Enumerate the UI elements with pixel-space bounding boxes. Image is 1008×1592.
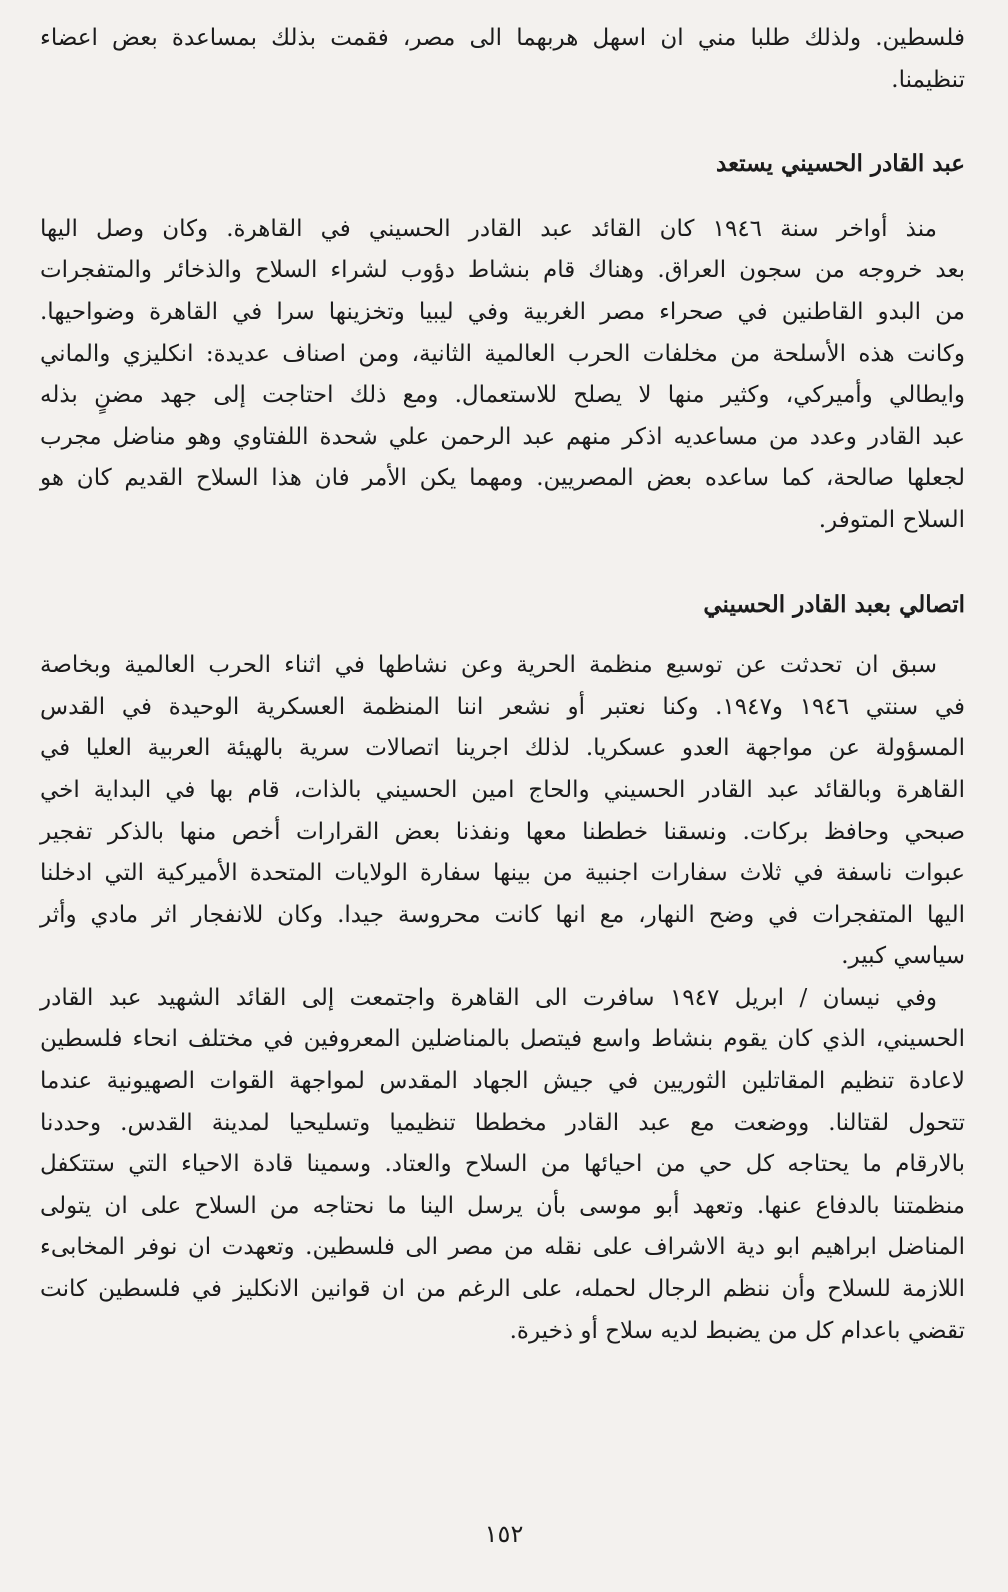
text-line: تقضي باعدام كل من يضبط لديه سلاح أو ذخيرة. [509,1317,965,1344]
text-line: فلسطين. ولذلك طلبا مني ان اسهل هربهما الى مصر، فقمت بذلك بمساعدة بعض اعضاء [40,25,965,51]
text-line: تنظيمنا. [891,66,965,93]
intro-paragraph [40,18,965,101]
text-line: من البدو القاطنين في صحراء مصر الغربية وفي ليبيا وتخزينها سرا في القاهرة وضواحيها. [40,298,965,325]
text-line: منظمتنا بالدفاع عنها. وتعهد أبو موسى بأن يرسل الينا ما نحتاجه من السلاح على ان يتولى [40,1192,965,1219]
section2-paragraph-2 [40,978,965,1352]
text-line: اللازمة للسلاح وأن ننظم الرجال لحمله، على الرغم من ان قوانين الانكليز في فلسطين كانت [40,1276,965,1303]
text-line: في سنتي ١٩٤٦ و١٩٤٧. وكنا نعتبر أو نشعر اننا المنظمة العسكرية الوحيدة في القدس [40,693,965,720]
text-line: الحسيني، الذي كان يقوم بنشاط واسع فيتصل بالمناضلين المعروفين في مختلف انحاء فلسطين [40,1026,965,1053]
text-line: لجعلها صالحة، كما ساعده بعض المصريين. ومهما يكن الأمر فان هذا السلاح القديم كان هو [40,465,965,492]
text-line: بالارقام ما يحتاجه كل حي من احيائها من السلاح والعتاد. وسمينا قادة الاحياء التي ستتكفل [40,1151,965,1178]
text-line: القاهرة وبالقائد عبد القادر الحسيني والحاج امين الحسيني بالذات، قام بها في البداية اخي [40,776,965,803]
text-line: سبق ان تحدثت عن توسيع منظمة الحرية وعن نشاطها في اثناء الحرب العالمية وبخاصة [40,652,937,679]
text-line: وايطالي وأميركي، وكثير منها لا يصلح للاستعمال. ومع ذلك احتاجت إلى جهد مضنٍ بذله [40,382,965,409]
text-line: عبوات ناسفة في ثلاث سفارات اجنبية من بينها سفارة الولايات المتحدة الأميركية التي ادخلنا [40,860,965,887]
section-heading: اتصالي بعبد القادر الحسيني [703,590,965,618]
text-line: سياسي كبير. [841,943,965,970]
text-line: السلاح المتوفر. [818,506,965,533]
text-line: المناضل ابراهيم ابو دية الاشراف على نقله من مصر الى فلسطين. وتعهدت ان نوفر المخابىء [40,1234,965,1261]
section2-paragraph [40,645,965,978]
text-line: تتحول لقتالنا. ووضعت مع عبد القادر مخططا تنظيميا وتسليحيا لمدينة القدس. وحددنا [40,1109,965,1136]
text-line: بعد خروجه من سجون العراق. وهناك قام بنشاط دؤوب لشراء السلاح والذخائر والمتفجرات [40,257,965,284]
text-line: اليها المتفجرات في وضح النهار، مع انها كانت محروسة جيدا. وكان للانفجار اثر مادي وأثر [40,901,965,928]
text-line: صبحي وحافظ بركات. ونسقنا خططنا معها ونفذنا بعض القرارات أخص منها بالذكر تفجير [40,818,965,845]
text-line: وكانت هذه الأسلحة من مخلفات الحرب العالمية الثانية، ومن اصناف عديدة: انكليزي والماني [40,340,965,367]
page-number: ١٥٢ [484,1520,524,1548]
book-page [40,18,965,1352]
text-line: منذ أواخر سنة ١٩٤٦ كان القائد عبد القادر الحسيني في القاهرة. وكان وصل اليها [40,215,937,242]
section1-paragraph [40,209,965,542]
section-heading: عبد القادر الحسيني يستعد [716,150,965,178]
text-line: وفي نيسان / ابريل ١٩٤٧ سافرت الى القاهرة واجتمعت إلى القائد الشهيد عبد القادر [40,984,937,1011]
text-line: عبد القادر وعدد من مساعديه اذكر منهم عبد الرحمن علي شحدة اللفتاوي وهو مناضل مجرب [40,423,965,450]
text-line: المسؤولة عن مواجهة العدو عسكريا. لذلك اجرينا اتصالات سرية بالهيئة العربية العليا في [40,735,965,762]
text-line: لاعادة تنظيم المقاتلين الثوريين في جيش الجهاد المقدس لمواجهة القوات الصهيونية عندما [40,1068,965,1095]
